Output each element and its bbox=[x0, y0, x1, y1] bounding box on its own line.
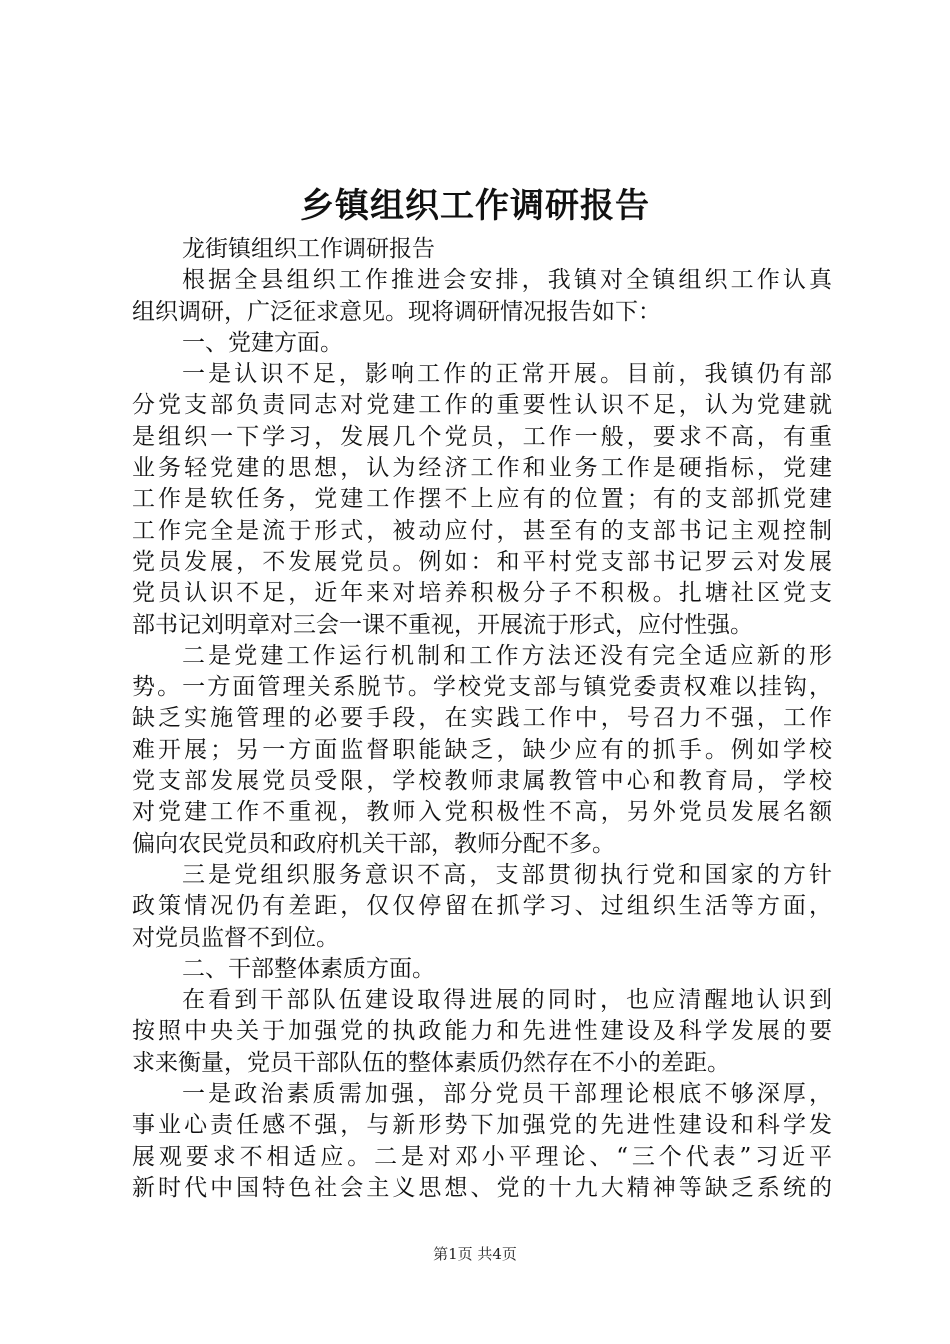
paragraph-line: 求来衡量，党员干部队伍的整体素质仍然存在不小的差距。 bbox=[132, 1049, 730, 1076]
paragraph-line: 对党员监督不到位。 bbox=[132, 924, 339, 951]
paragraph-line: 一、党建方面。 bbox=[182, 329, 343, 356]
paragraph-line: 组织调研，广泛征求意见。现将调研情况报告如下： bbox=[132, 298, 661, 325]
paragraph-line: 二是党建工作运行机制和工作方法还没有完全适应新的形 bbox=[182, 642, 832, 669]
paragraph-line: 工作是软任务，党建工作摆不上应有的位置；有的支部抓党建 bbox=[132, 486, 832, 513]
paragraph-line: 二、干部整体素质方面。 bbox=[182, 955, 435, 982]
paragraph-line: 对党建工作不重视，教师入党积极性不高，另外党员发展名额 bbox=[132, 799, 832, 826]
paragraph-line: 业务轻党建的思想，认为经济工作和业务工作是硬指标，党建 bbox=[132, 455, 832, 482]
paragraph-line: 新时代中国特色社会主义思想、党的十九大精神等缺乏系统的 bbox=[132, 1174, 832, 1201]
paragraph-line: 一是政治素质需加强，部分党员干部理论根底不够深厚， bbox=[182, 1081, 832, 1108]
paragraph-line: 党员认识不足，近年来对培养积极分子不积极。扎塘社区党支 bbox=[132, 580, 832, 607]
paragraph-line: 按照中央关于加强党的执政能力和先进性建设及科学发展的要 bbox=[132, 1018, 832, 1045]
paragraph-line: 分党支部负责同志对党建工作的重要性认识不足，认为党建就 bbox=[132, 392, 832, 419]
paragraph-line: 工作完全是流于形式，被动应付，甚至有的支部书记主观控制 bbox=[132, 517, 832, 544]
paragraph-line: 政策情况仍有差距，仅仅停留在抓学习、过组织生活等方面， bbox=[132, 893, 832, 920]
document-title: 乡镇组织工作调研报告 bbox=[300, 186, 650, 226]
paragraph-line: 展观要求不相适应。二是对邓小平理论、“三个代表”习近平 bbox=[132, 1143, 832, 1170]
paragraph-line: 势。一方面管理关系脱节。学校党支部与镇党委责权难以挂钩， bbox=[132, 674, 832, 701]
paragraph-line: 偏向农民党员和政府机关干部，教师分配不多。 bbox=[132, 830, 615, 857]
paragraph-line: 在看到干部队伍建设取得进展的同时，也应清醒地认识到 bbox=[182, 987, 832, 1014]
paragraph-line: 党支部发展党员受限，学校教师隶属教管中心和教育局，学校 bbox=[132, 768, 832, 795]
paragraph-line: 三是党组织服务意识不高，支部贯彻执行党和国家的方针 bbox=[182, 861, 832, 888]
paragraph-line: 是组织一下学习，发展几个党员，工作一般，要求不高，有重 bbox=[132, 423, 832, 450]
paragraph-line: 难开展；另一方面监督职能缺乏，缺少应有的抓手。例如学校 bbox=[132, 736, 832, 763]
paragraph-line: 龙街镇组织工作调研报告 bbox=[182, 236, 435, 262]
paragraph-line: 事业心责任感不强，与新形势下加强党的先进性建设和科学发 bbox=[132, 1112, 832, 1139]
document-body bbox=[132, 234, 832, 1204]
paragraph-line: 一是认识不足，影响工作的正常开展。目前，我镇仍有部 bbox=[182, 361, 832, 388]
page-number: 第1页 共4页 bbox=[433, 1245, 517, 1263]
paragraph-line: 部书记刘明章对三会一课不重视，开展流于形式，应付性强。 bbox=[132, 611, 753, 638]
paragraph-line: 缺乏实施管理的必要手段，在实践工作中，号召力不强，工作 bbox=[132, 705, 832, 732]
paragraph-line: 根据全县组织工作推进会安排，我镇对全镇组织工作认真 bbox=[182, 267, 832, 294]
paragraph-line: 党员发展，不发展党员。例如：和平村党支部书记罗云对发展 bbox=[132, 548, 832, 575]
